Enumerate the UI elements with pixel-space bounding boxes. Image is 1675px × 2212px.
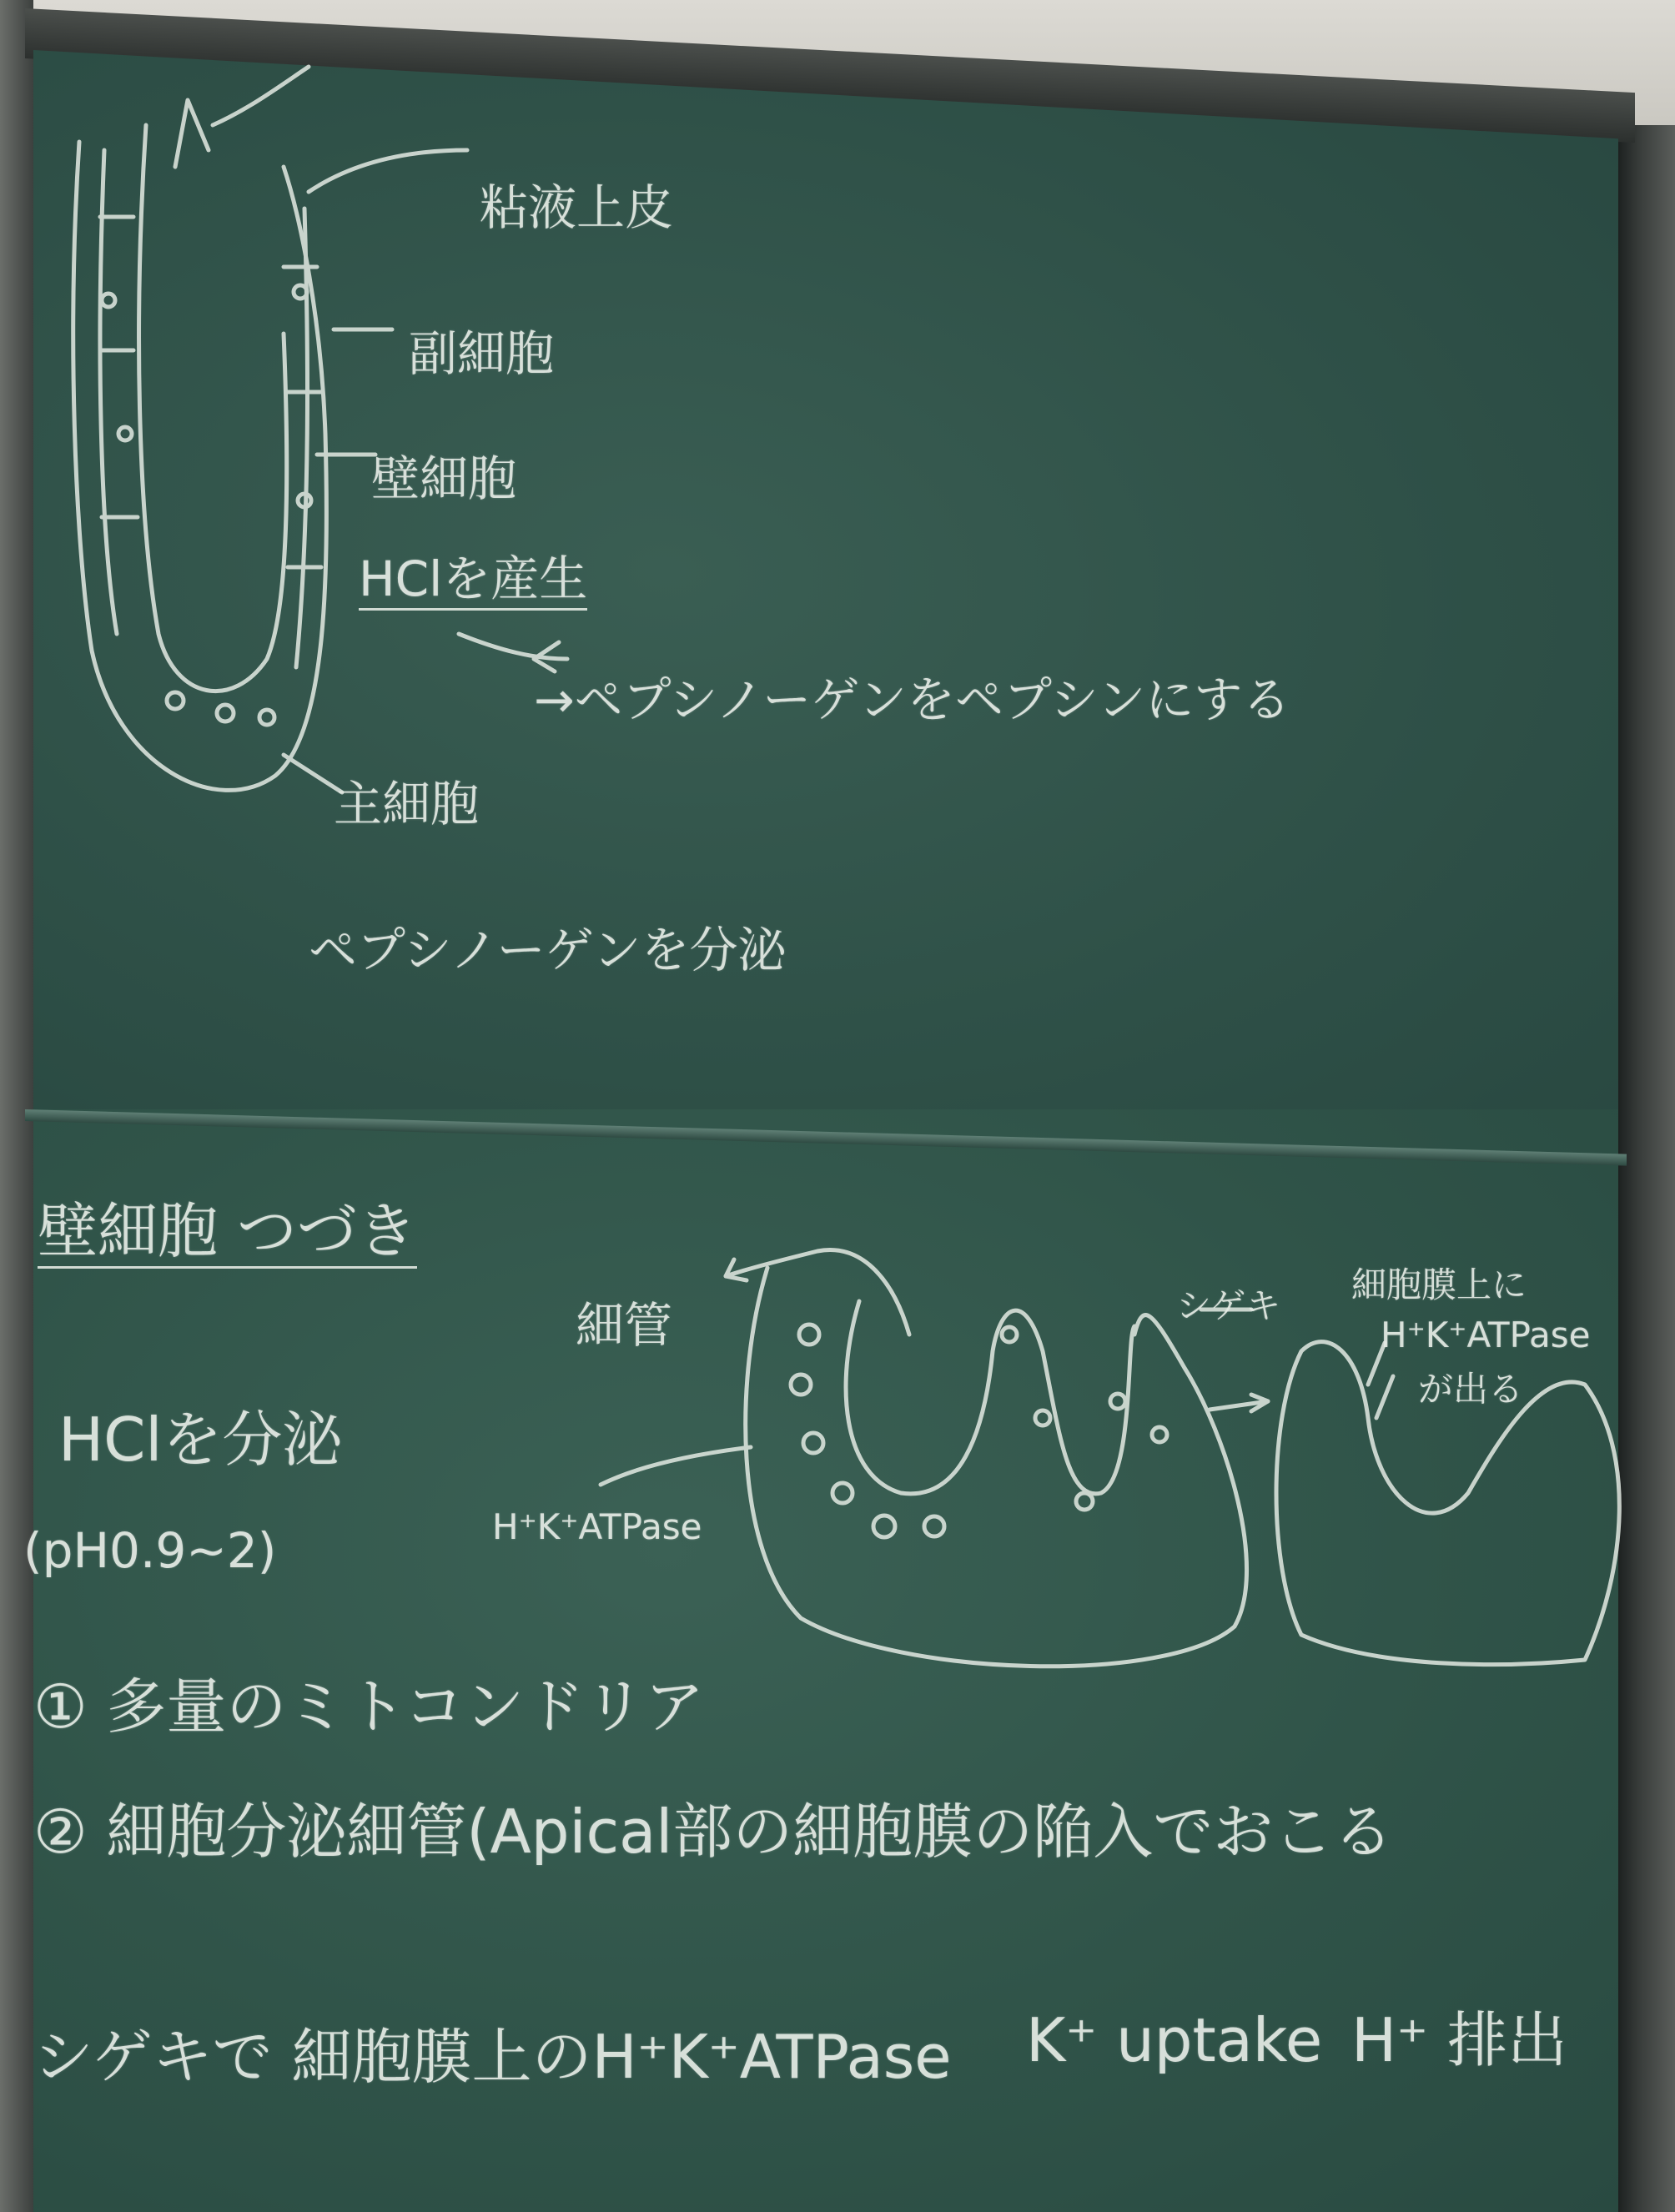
parietal-cell-diagram bbox=[601, 1249, 1619, 1666]
point-1-mitochondria: ① 多量のミトコンドリア bbox=[33, 1672, 705, 1742]
hcl-production-label: HClを産生 bbox=[359, 555, 587, 611]
membrane-note-line1: 細胞膜上に bbox=[1351, 1264, 1527, 1305]
proton-pump-label: H⁺K⁺ATPase bbox=[492, 1506, 702, 1547]
point-2-secretory-canaliculus: ② 細胞分泌細管(Apical部の細胞膜の陥入でおこる bbox=[33, 1797, 1394, 1867]
membrane-note-line2: H⁺K⁺ATPase bbox=[1381, 1315, 1591, 1355]
potassium-uptake-label: K⁺ uptake bbox=[1026, 2005, 1323, 2075]
chief-cell-label: 主細胞 bbox=[334, 776, 480, 832]
membrane-note-line3: が出る bbox=[1418, 1369, 1524, 1410]
accessory-cell-label: 副細胞 bbox=[409, 325, 555, 382]
pepsinogen-to-pepsin-label: →ペプシノーゲンをペプシンにする bbox=[534, 671, 1291, 728]
gastric-gland-diagram bbox=[73, 67, 567, 792]
parietal-cell-continued-heading: 壁細胞 つづき bbox=[38, 1201, 417, 1269]
parietal-cell-label: 壁細胞 bbox=[371, 450, 517, 507]
proton-excretion-label: H⁺ 排出 bbox=[1351, 2005, 1568, 2075]
stimulus-label: シゲキ bbox=[1176, 1285, 1281, 1326]
stimulus-pump-line: シゲキで 細胞膜上のH⁺K⁺ATPase bbox=[33, 2022, 952, 2092]
pepsinogen-secretion-label: ペプシノーゲンを分泌 bbox=[309, 922, 787, 978]
canaliculus-label: 細管 bbox=[576, 1297, 673, 1354]
ph-range-label: (pH0.9~2) bbox=[23, 1522, 277, 1579]
hcl-secretion-label: HClを分泌 bbox=[58, 1405, 343, 1475]
surface-epithelium-label: 粘液上皮 bbox=[480, 179, 674, 236]
